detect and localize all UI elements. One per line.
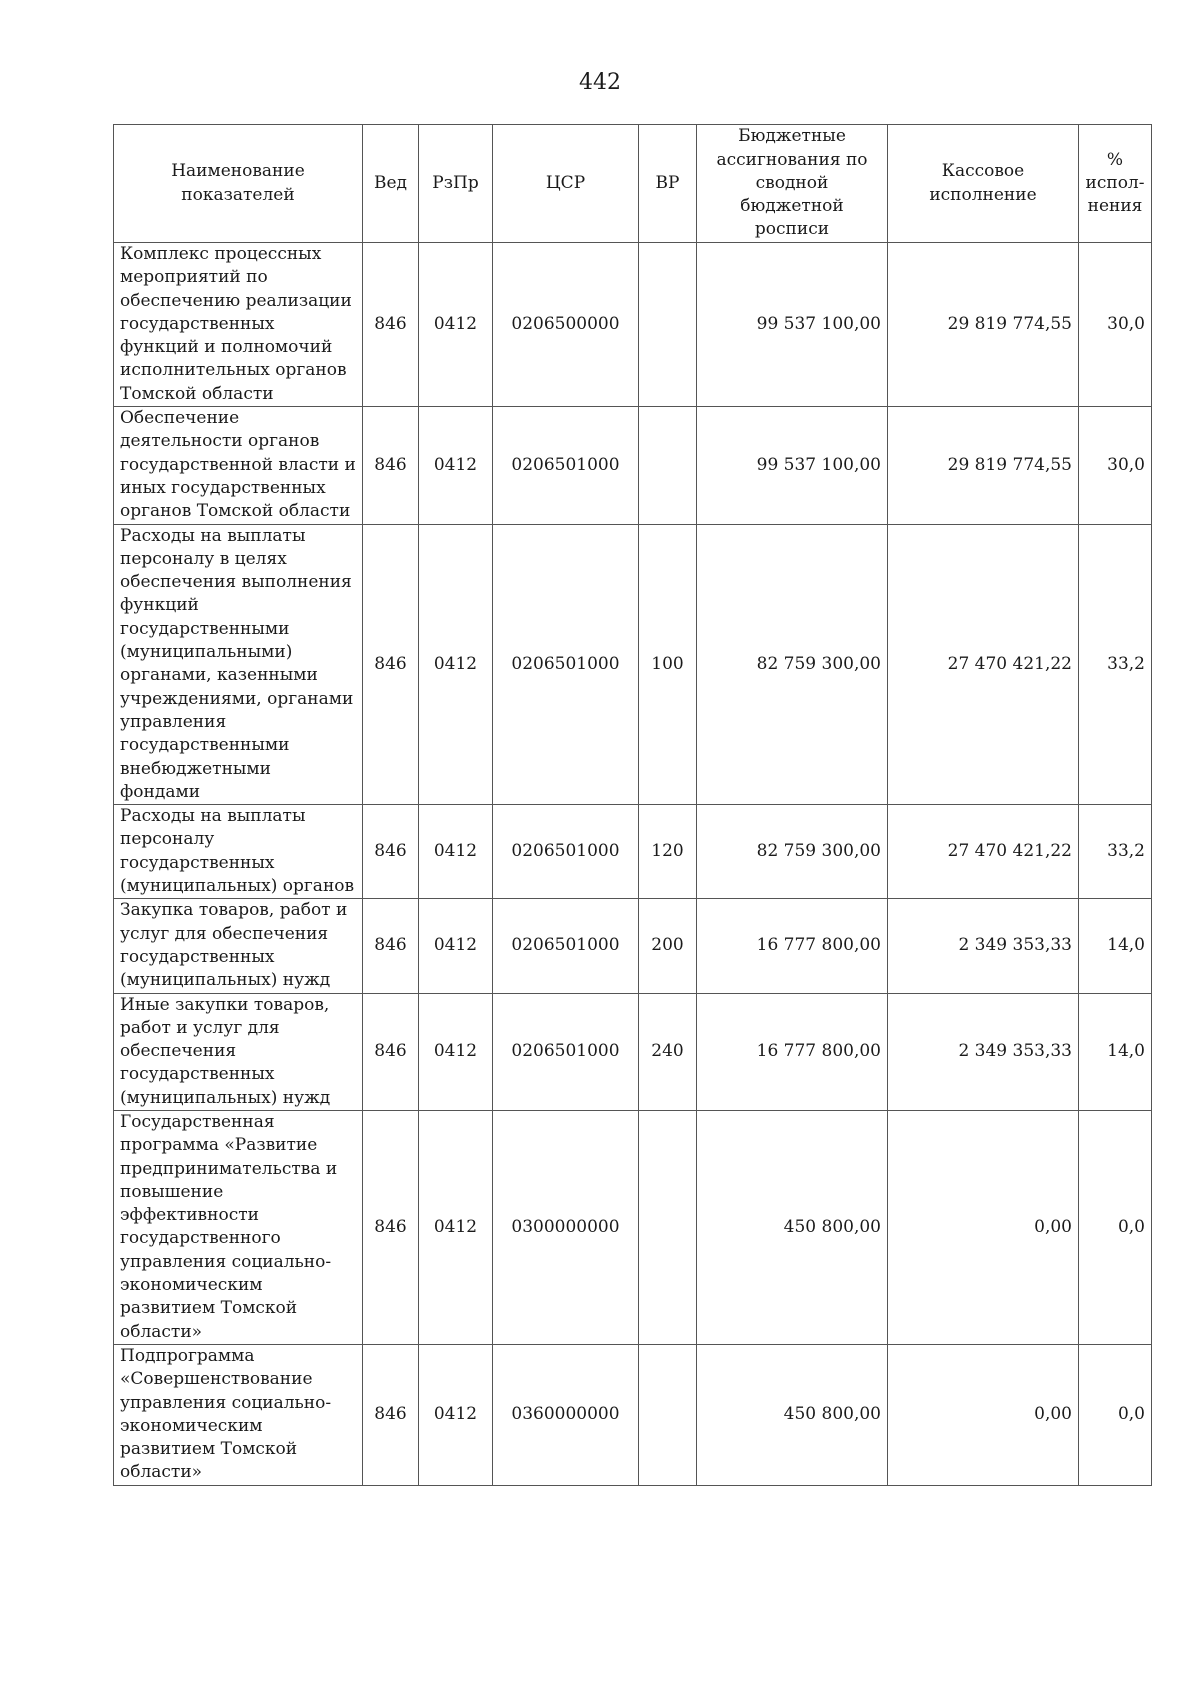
cell-cash: 29 819 774,55 (888, 407, 1079, 524)
cell-ved: 846 (363, 1110, 419, 1344)
cell-cash: 0,00 (888, 1344, 1079, 1485)
cell-ved: 846 (363, 993, 419, 1110)
table-row (114, 805, 1152, 899)
cell-percent: 14,0 (1079, 899, 1152, 993)
cell-budget: 450 800,00 (697, 1110, 888, 1344)
table-row (114, 1344, 1152, 1485)
cell-percent: 33,2 (1079, 524, 1152, 805)
cell-rzpr: 0412 (419, 1110, 493, 1344)
cell-cash: 27 470 421,22 (888, 805, 1079, 899)
cell-budget: 450 800,00 (697, 1344, 888, 1485)
table-row (114, 407, 1152, 524)
table-row (114, 899, 1152, 993)
cell-ved: 846 (363, 1344, 419, 1485)
header-cash: Кассовое исполнение (888, 125, 1079, 243)
table-row (114, 993, 1152, 1110)
budget-execution-table (113, 124, 1152, 1486)
cell-budget: 99 537 100,00 (697, 243, 888, 407)
cell-name: Иные закупки товаров, работ и услуг для обеспечения государственных (муниципальных) нужд (114, 993, 363, 1110)
cell-cash: 29 819 774,55 (888, 243, 1079, 407)
cell-percent: 30,0 (1079, 243, 1152, 407)
cell-vr: 100 (639, 524, 697, 805)
cell-cash: 2 349 353,33 (888, 993, 1079, 1110)
cell-csr: 0206501000 (493, 993, 639, 1110)
cell-rzpr: 0412 (419, 243, 493, 407)
cell-budget: 99 537 100,00 (697, 407, 888, 524)
cell-cash: 0,00 (888, 1110, 1079, 1344)
cell-csr: 0206501000 (493, 407, 639, 524)
cell-ved: 846 (363, 407, 419, 524)
header-csr: ЦСР (493, 125, 639, 243)
cell-vr (639, 1344, 697, 1485)
cell-cash: 2 349 353,33 (888, 899, 1079, 993)
cell-rzpr: 0412 (419, 407, 493, 524)
cell-vr (639, 407, 697, 524)
cell-vr: 200 (639, 899, 697, 993)
cell-budget: 82 759 300,00 (697, 524, 888, 805)
header-rzpr: РзПр (419, 125, 493, 243)
cell-name: Обеспечение деятельности органов государственной власти и иных государственных органов Томской области (114, 407, 363, 524)
cell-vr (639, 243, 697, 407)
cell-name: Расходы на выплаты персоналу государственных (муниципальных) органов (114, 805, 363, 899)
header-vr: ВР (639, 125, 697, 243)
cell-rzpr: 0412 (419, 899, 493, 993)
cell-percent: 33,2 (1079, 805, 1152, 899)
cell-percent: 0,0 (1079, 1344, 1152, 1485)
cell-name: Государственная программа «Развитие предпринимательства и повышение эффективности государственного управления социально-экономическим развитием Томской области» (114, 1110, 363, 1344)
cell-vr: 120 (639, 805, 697, 899)
cell-vr: 240 (639, 993, 697, 1110)
cell-csr: 0206501000 (493, 805, 639, 899)
header-ved: Вед (363, 125, 419, 243)
cell-percent: 0,0 (1079, 1110, 1152, 1344)
cell-rzpr: 0412 (419, 524, 493, 805)
cell-csr: 0206501000 (493, 524, 639, 805)
cell-ved: 846 (363, 805, 419, 899)
cell-ved: 846 (363, 243, 419, 407)
table-row (114, 1110, 1152, 1344)
cell-csr: 0206501000 (493, 899, 639, 993)
page-number: 442 (579, 70, 621, 95)
cell-rzpr: 0412 (419, 993, 493, 1110)
cell-csr: 0360000000 (493, 1344, 639, 1485)
cell-name: Закупка товаров, работ и услуг для обеспечения государственных (муниципальных) нужд (114, 899, 363, 993)
cell-name: Расходы на выплаты персоналу в целях обеспечения выполнения функций государственными (муниципальными) органами, казенными учреждениями, органами управления государственными внебюджетными фондами (114, 524, 363, 805)
header-row (114, 125, 1152, 243)
header-budget: Бюджетные ассигнования по сводной бюджетной росписи (697, 125, 888, 243)
cell-ved: 846 (363, 899, 419, 993)
cell-ved: 846 (363, 524, 419, 805)
cell-budget: 82 759 300,00 (697, 805, 888, 899)
cell-name: Подпрограмма «Совершенствование управления социально-экономическим развитием Томской области» (114, 1344, 363, 1485)
cell-rzpr: 0412 (419, 1344, 493, 1485)
header-name: Наименование показателей (114, 125, 363, 243)
cell-budget: 16 777 800,00 (697, 899, 888, 993)
cell-rzpr: 0412 (419, 805, 493, 899)
cell-percent: 14,0 (1079, 993, 1152, 1110)
cell-name: Комплекс процессных мероприятий по обеспечению реализации государственных функций и полномочий исполнительных органов Томской области (114, 243, 363, 407)
header-percent: % испол-нения (1079, 125, 1152, 243)
cell-csr: 0206500000 (493, 243, 639, 407)
cell-percent: 30,0 (1079, 407, 1152, 524)
cell-budget: 16 777 800,00 (697, 993, 888, 1110)
cell-cash: 27 470 421,22 (888, 524, 1079, 805)
cell-vr (639, 1110, 697, 1344)
table-row (114, 524, 1152, 805)
table-row (114, 243, 1152, 407)
cell-csr: 0300000000 (493, 1110, 639, 1344)
